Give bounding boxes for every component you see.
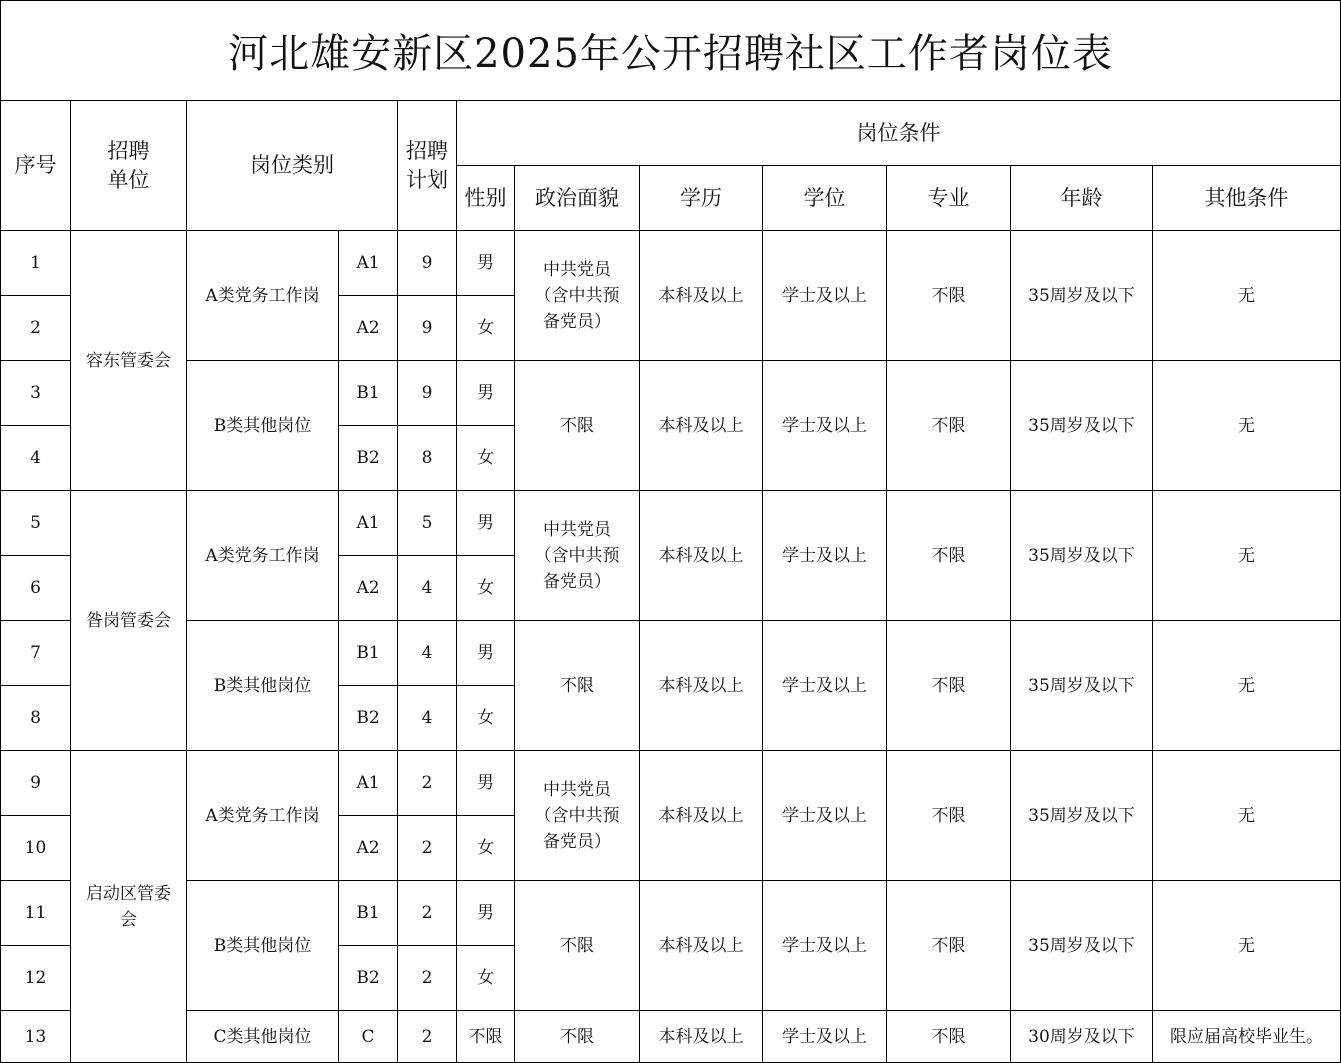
code-cell: B2 bbox=[339, 426, 398, 491]
gender-cell: 女 bbox=[457, 686, 515, 751]
other-cell: 无 bbox=[1153, 881, 1341, 1011]
seq-cell: 10 bbox=[1, 816, 71, 881]
seq-cell: 12 bbox=[1, 946, 71, 1011]
header-category: 岗位类别 bbox=[187, 101, 398, 231]
table-row bbox=[1, 1011, 1341, 1063]
category-cell: A类党务工作岗 bbox=[187, 751, 339, 881]
code-cell: B2 bbox=[339, 946, 398, 1011]
code-cell: A1 bbox=[339, 491, 398, 556]
code-cell: A1 bbox=[339, 231, 398, 296]
other-cell: 无 bbox=[1153, 751, 1341, 881]
seq-cell: 3 bbox=[1, 361, 71, 426]
education-cell: 本科及以上 bbox=[640, 751, 763, 881]
code-cell: B1 bbox=[339, 361, 398, 426]
political-cell: 不限 bbox=[515, 881, 640, 1011]
seq-cell: 8 bbox=[1, 686, 71, 751]
header-political: 政治面貌 bbox=[515, 166, 640, 231]
political-cell: 不限 bbox=[515, 1011, 640, 1063]
plan-cell: 9 bbox=[398, 361, 457, 426]
other-cell: 无 bbox=[1153, 231, 1341, 361]
code-cell: B1 bbox=[339, 621, 398, 686]
education-cell: 本科及以上 bbox=[640, 621, 763, 751]
positions-table bbox=[0, 100, 1341, 1063]
seq-cell: 4 bbox=[1, 426, 71, 491]
plan-cell: 2 bbox=[398, 1011, 457, 1063]
plan-cell: 2 bbox=[398, 751, 457, 816]
major-cell: 不限 bbox=[887, 881, 1011, 1011]
gender-cell: 男 bbox=[457, 621, 515, 686]
age-cell: 35周岁及以下 bbox=[1011, 361, 1153, 491]
code-cell: A2 bbox=[339, 296, 398, 361]
plan-cell: 2 bbox=[398, 816, 457, 881]
plan-cell: 2 bbox=[398, 881, 457, 946]
major-cell: 不限 bbox=[887, 491, 1011, 621]
seq-cell: 9 bbox=[1, 751, 71, 816]
plan-cell: 2 bbox=[398, 946, 457, 1011]
code-cell: A2 bbox=[339, 556, 398, 621]
header-other: 其他条件 bbox=[1153, 166, 1341, 231]
gender-cell: 男 bbox=[457, 231, 515, 296]
political-cell: 中共党员 （含中共预 备党员） bbox=[515, 231, 640, 361]
header-major: 专业 bbox=[887, 166, 1011, 231]
plan-cell: 9 bbox=[398, 231, 457, 296]
degree-cell: 学士及以上 bbox=[763, 621, 887, 751]
seq-cell: 6 bbox=[1, 556, 71, 621]
gender-cell: 不限 bbox=[457, 1011, 515, 1063]
gender-cell: 女 bbox=[457, 426, 515, 491]
gender-cell: 男 bbox=[457, 361, 515, 426]
degree-cell: 学士及以上 bbox=[763, 231, 887, 361]
age-cell: 30周岁及以下 bbox=[1011, 1011, 1153, 1063]
major-cell: 不限 bbox=[887, 751, 1011, 881]
education-cell: 本科及以上 bbox=[640, 491, 763, 621]
other-cell: 无 bbox=[1153, 361, 1341, 491]
age-cell: 35周岁及以下 bbox=[1011, 621, 1153, 751]
page-title: 河北雄安新区2025年公开招聘社区工作者岗位表 bbox=[0, 0, 1341, 100]
gender-cell: 男 bbox=[457, 491, 515, 556]
gender-cell: 女 bbox=[457, 556, 515, 621]
unit-cell: 启动区管委 会 bbox=[71, 751, 187, 1063]
code-cell: B1 bbox=[339, 881, 398, 946]
code-cell: B2 bbox=[339, 686, 398, 751]
education-cell: 本科及以上 bbox=[640, 361, 763, 491]
political-cell: 中共党员 （含中共预 备党员） bbox=[515, 491, 640, 621]
code-cell: C bbox=[339, 1011, 398, 1063]
header-row-1 bbox=[1, 101, 1341, 166]
plan-cell: 8 bbox=[398, 426, 457, 491]
education-cell: 本科及以上 bbox=[640, 231, 763, 361]
table-row bbox=[1, 881, 1341, 946]
gender-cell: 男 bbox=[457, 881, 515, 946]
header-seq: 序号 bbox=[1, 101, 71, 231]
major-cell: 不限 bbox=[887, 621, 1011, 751]
gender-cell: 男 bbox=[457, 751, 515, 816]
table-row bbox=[1, 621, 1341, 686]
degree-cell: 学士及以上 bbox=[763, 1011, 887, 1063]
age-cell: 35周岁及以下 bbox=[1011, 491, 1153, 621]
table-row bbox=[1, 231, 1341, 296]
major-cell: 不限 bbox=[887, 361, 1011, 491]
header-conditions: 岗位条件 bbox=[457, 101, 1341, 166]
seq-cell: 2 bbox=[1, 296, 71, 361]
major-cell: 不限 bbox=[887, 231, 1011, 361]
age-cell: 35周岁及以下 bbox=[1011, 881, 1153, 1011]
gender-cell: 女 bbox=[457, 296, 515, 361]
category-cell: B类其他岗位 bbox=[187, 621, 339, 751]
seq-cell: 7 bbox=[1, 621, 71, 686]
unit-cell: 昝岗管委会 bbox=[71, 491, 187, 751]
table-row bbox=[1, 361, 1341, 426]
table-row bbox=[1, 751, 1341, 816]
gender-cell: 女 bbox=[457, 816, 515, 881]
table-row bbox=[1, 491, 1341, 556]
seq-cell: 5 bbox=[1, 491, 71, 556]
other-cell: 限应届高校毕业生。 bbox=[1153, 1011, 1341, 1063]
major-cell: 不限 bbox=[887, 1011, 1011, 1063]
political-cell: 不限 bbox=[515, 361, 640, 491]
category-cell: A类党务工作岗 bbox=[187, 491, 339, 621]
age-cell: 35周岁及以下 bbox=[1011, 751, 1153, 881]
header-plan: 招聘 计划 bbox=[398, 101, 457, 231]
degree-cell: 学士及以上 bbox=[763, 491, 887, 621]
header-gender: 性别 bbox=[457, 166, 515, 231]
header-age: 年龄 bbox=[1011, 166, 1153, 231]
political-cell: 中共党员 （含中共预 备党员） bbox=[515, 751, 640, 881]
category-cell: B类其他岗位 bbox=[187, 361, 339, 491]
category-cell: A类党务工作岗 bbox=[187, 231, 339, 361]
code-cell: A2 bbox=[339, 816, 398, 881]
code-cell: A1 bbox=[339, 751, 398, 816]
education-cell: 本科及以上 bbox=[640, 881, 763, 1011]
seq-cell: 11 bbox=[1, 881, 71, 946]
degree-cell: 学士及以上 bbox=[763, 881, 887, 1011]
unit-cell: 容东管委会 bbox=[71, 231, 187, 491]
plan-cell: 5 bbox=[398, 491, 457, 556]
category-cell: C类其他岗位 bbox=[187, 1011, 339, 1063]
political-cell: 不限 bbox=[515, 621, 640, 751]
age-cell: 35周岁及以下 bbox=[1011, 231, 1153, 361]
category-cell: B类其他岗位 bbox=[187, 881, 339, 1011]
gender-cell: 女 bbox=[457, 946, 515, 1011]
plan-cell: 4 bbox=[398, 556, 457, 621]
seq-cell: 13 bbox=[1, 1011, 71, 1063]
degree-cell: 学士及以上 bbox=[763, 361, 887, 491]
other-cell: 无 bbox=[1153, 621, 1341, 751]
header-degree: 学位 bbox=[763, 166, 887, 231]
header-education: 学历 bbox=[640, 166, 763, 231]
education-cell: 本科及以上 bbox=[640, 1011, 763, 1063]
other-cell: 无 bbox=[1153, 491, 1341, 621]
seq-cell: 1 bbox=[1, 231, 71, 296]
header-unit: 招聘 单位 bbox=[71, 101, 187, 231]
plan-cell: 4 bbox=[398, 621, 457, 686]
plan-cell: 9 bbox=[398, 296, 457, 361]
plan-cell: 4 bbox=[398, 686, 457, 751]
degree-cell: 学士及以上 bbox=[763, 751, 887, 881]
